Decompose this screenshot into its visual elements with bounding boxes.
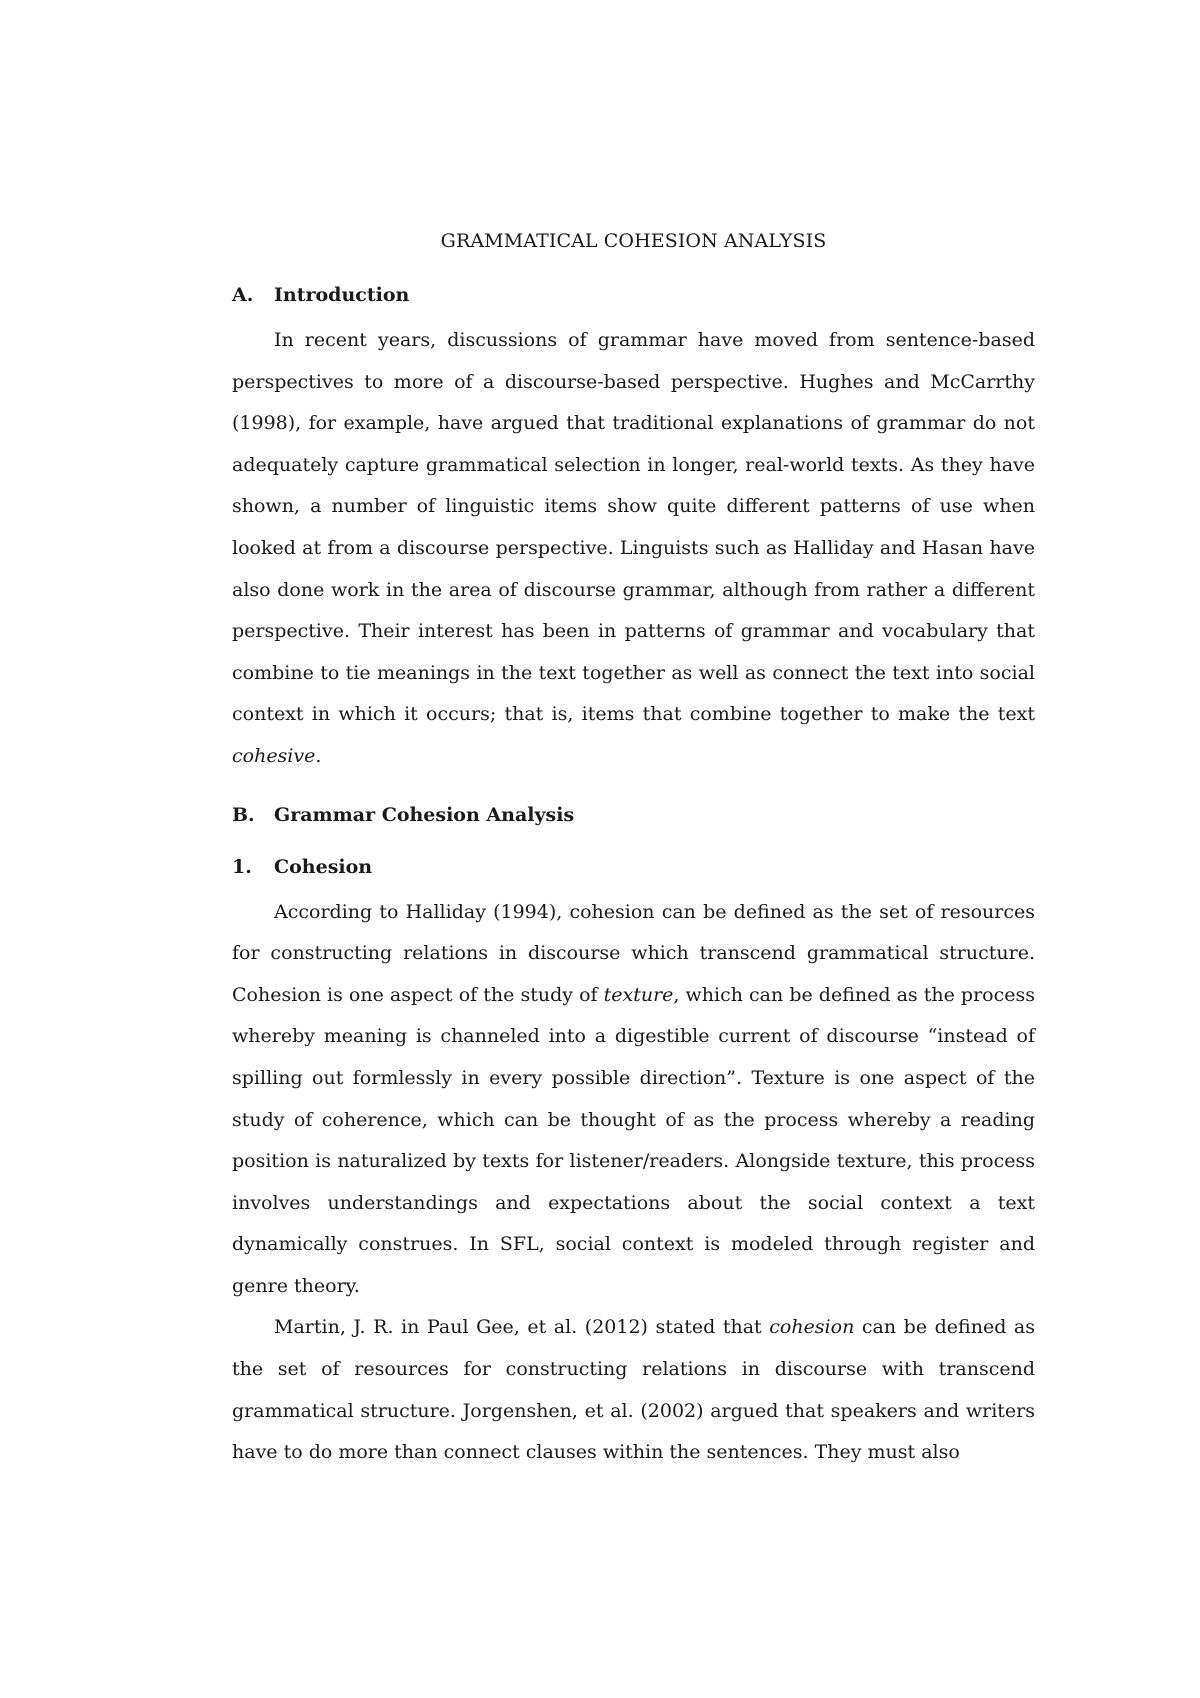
introduction-text-end: .: [315, 744, 322, 767]
introduction-italic-term: cohesive: [232, 744, 316, 767]
document-body: [232, 226, 1035, 1474]
section-b-title: Grammar Cohesion Analysis: [274, 803, 575, 826]
introduction-text: In recent years, discussions of grammar have moved from sentence-based perspectives to more of a discourse-based perspective. Hughes and McCarrthy (1998), for example, have argued that traditional explanations of grammar do not adequately capture grammatical selection in longer, real-world texts. As they have shown, a number of linguistic items show quite different patterns of use when looked at from a discourse perspective. Linguists such as Halliday and Hasan have also done work in the area of discourse grammar, although from rather a different perspective. Their interest has been in patterns of grammar and vocabulary that combine to tie meanings in the text together as well as connect the text into social context in which it occurs; that is, items that combine together to make the text: [232, 329, 1035, 726]
section-b-marker: B.: [232, 803, 255, 826]
cohesion-p1-text: According to Halliday (1994), cohesion can be defined as the set of resources for constructing relations in discourse which transcend grammatical structure. Cohesion is one aspect of the study of: [232, 900, 1035, 1006]
section-a-heading: [232, 280, 1035, 310]
cohesion-p2-text-end: can be defined as the set of resources for constructing relations in discourse with transcend grammatical structure. Jorgenshen, et al. (2002) argued that speakers and writers have to do more than connect clauses within the sentences. They must also: [232, 1316, 1035, 1464]
section-a-title: Introduction: [274, 284, 410, 306]
section-1-marker: 1.: [232, 855, 252, 878]
document-title: GRAMMATICAL COHESION ANALYSIS: [440, 230, 827, 252]
cohesion-p2-text: Martin, J. R. in Paul Gee, et al. (2012) stated that: [274, 1316, 770, 1339]
section-1-title: Cohesion: [274, 855, 373, 878]
cohesion-paragraph-1: [232, 892, 1035, 1308]
cohesion-p1-text-end: , which can be defined as the process whereby meaning is channeled into a digestible current of discourse “instead of spilling out formlessly in every possible direction”. Texture is one aspect of the study of coherence, which can be thought of as the process whereby a reading position is naturalized by texts for listener/readers. Alongside texture, this process involves understandings and expectations about the social context a text dynamically construes. In SFL, social context is modeled through register and genre theory.: [232, 983, 1035, 1297]
section-a-marker: A.: [232, 284, 254, 306]
introduction-paragraph: [232, 320, 1035, 778]
cohesion-p2-italic-term: cohesion: [769, 1316, 855, 1339]
cohesion-paragraph-2: [232, 1307, 1035, 1473]
section-b-heading: [232, 800, 1035, 830]
cohesion-p1-italic-term: texture: [603, 983, 674, 1006]
section-1-heading: [232, 852, 1035, 882]
